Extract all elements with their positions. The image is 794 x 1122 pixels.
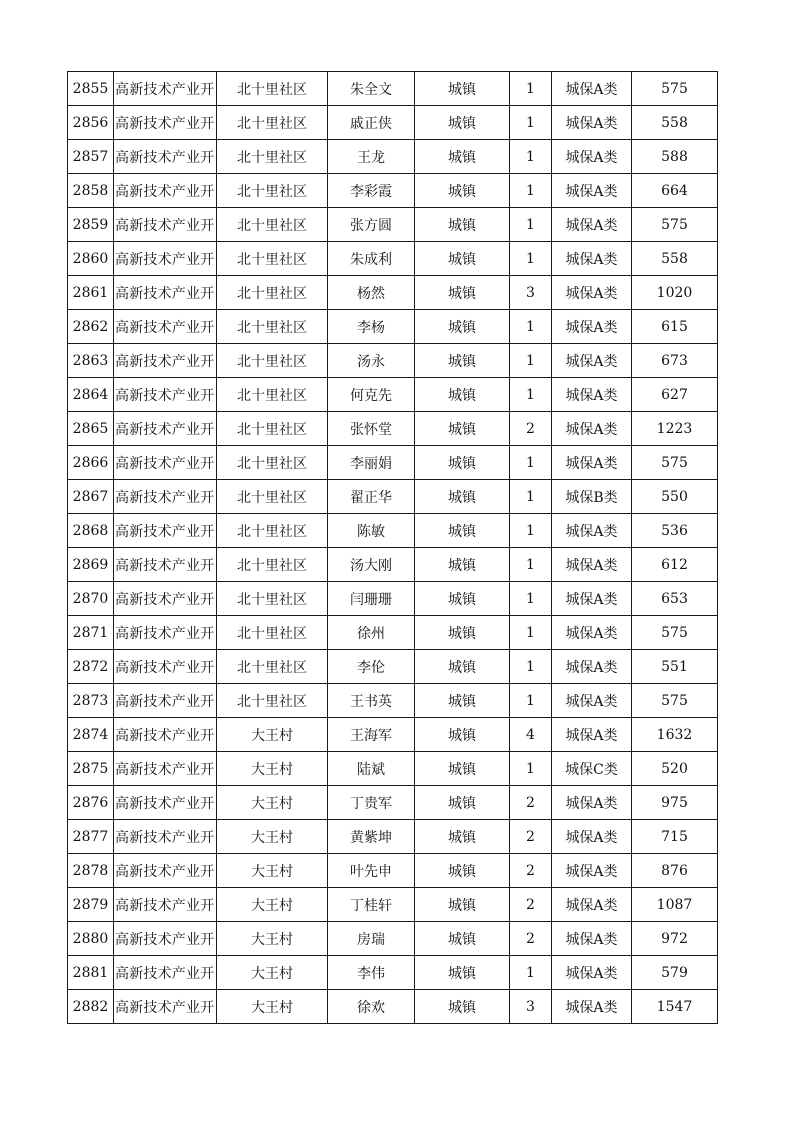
row-number-cell: 2869: [68, 548, 114, 582]
table-row: [68, 650, 718, 684]
household-count-cell: 1: [510, 106, 552, 140]
amount-cell: 972: [632, 922, 718, 956]
row-number-cell: 2882: [68, 990, 114, 1024]
table-row: [68, 242, 718, 276]
assistance-category-cell: 城保A类: [552, 106, 632, 140]
row-number-cell: 2858: [68, 174, 114, 208]
residence-type-cell: 城镇: [415, 480, 510, 514]
amount-cell: 975: [632, 786, 718, 820]
community-cell: 北十里社区: [217, 106, 328, 140]
row-number-cell: 2857: [68, 140, 114, 174]
household-count-cell: 1: [510, 310, 552, 344]
table-row: [68, 752, 718, 786]
residence-type-cell: 城镇: [415, 990, 510, 1024]
amount-cell: 653: [632, 582, 718, 616]
row-number-cell: 2860: [68, 242, 114, 276]
community-cell: 北十里社区: [217, 582, 328, 616]
community-cell: 北十里社区: [217, 548, 328, 582]
assistance-category-cell: 城保A类: [552, 684, 632, 718]
person-name-cell: 张方圆: [328, 208, 415, 242]
household-count-cell: 1: [510, 684, 552, 718]
amount-cell: 664: [632, 174, 718, 208]
person-name-cell: 徐欢: [328, 990, 415, 1024]
assistance-category-cell: 城保A类: [552, 922, 632, 956]
amount-cell: 1087: [632, 888, 718, 922]
person-name-cell: 朱成利: [328, 242, 415, 276]
table-row: [68, 684, 718, 718]
amount-cell: 520: [632, 752, 718, 786]
row-number-cell: 2856: [68, 106, 114, 140]
assistance-category-cell: 城保A类: [552, 140, 632, 174]
row-number-cell: 2875: [68, 752, 114, 786]
community-cell: 北十里社区: [217, 446, 328, 480]
residence-type-cell: 城镇: [415, 72, 510, 106]
assistance-category-cell: 城保A类: [552, 72, 632, 106]
table-row: [68, 208, 718, 242]
household-count-cell: 1: [510, 174, 552, 208]
amount-cell: 550: [632, 480, 718, 514]
amount-cell: 715: [632, 820, 718, 854]
community-cell: 大王村: [217, 786, 328, 820]
row-number-cell: 2865: [68, 412, 114, 446]
organization-cell: 高新技术产业开: [114, 922, 217, 956]
household-count-cell: 1: [510, 548, 552, 582]
household-count-cell: 1: [510, 956, 552, 990]
row-number-cell: 2871: [68, 616, 114, 650]
community-cell: 北十里社区: [217, 174, 328, 208]
assistance-category-cell: 城保A类: [552, 820, 632, 854]
person-name-cell: 王书英: [328, 684, 415, 718]
person-name-cell: 王龙: [328, 140, 415, 174]
table-row: [68, 310, 718, 344]
community-cell: 北十里社区: [217, 480, 328, 514]
residence-type-cell: 城镇: [415, 140, 510, 174]
organization-cell: 高新技术产业开: [114, 72, 217, 106]
person-name-cell: 徐州: [328, 616, 415, 650]
person-name-cell: 何克先: [328, 378, 415, 412]
amount-cell: 612: [632, 548, 718, 582]
amount-cell: 575: [632, 616, 718, 650]
person-name-cell: 汤大刚: [328, 548, 415, 582]
residence-type-cell: 城镇: [415, 582, 510, 616]
amount-cell: 615: [632, 310, 718, 344]
residence-type-cell: 城镇: [415, 922, 510, 956]
household-count-cell: 1: [510, 242, 552, 276]
household-count-cell: 1: [510, 480, 552, 514]
amount-cell: 588: [632, 140, 718, 174]
community-cell: 北十里社区: [217, 344, 328, 378]
community-cell: 北十里社区: [217, 208, 328, 242]
person-name-cell: 李杨: [328, 310, 415, 344]
table-row: [68, 446, 718, 480]
table-row: [68, 582, 718, 616]
table-row: [68, 956, 718, 990]
residence-type-cell: 城镇: [415, 616, 510, 650]
community-cell: 北十里社区: [217, 514, 328, 548]
person-name-cell: 汤永: [328, 344, 415, 378]
amount-cell: 558: [632, 106, 718, 140]
community-cell: 北十里社区: [217, 276, 328, 310]
amount-cell: 536: [632, 514, 718, 548]
organization-cell: 高新技术产业开: [114, 956, 217, 990]
person-name-cell: 陆斌: [328, 752, 415, 786]
assistance-category-cell: 城保A类: [552, 242, 632, 276]
organization-cell: 高新技术产业开: [114, 344, 217, 378]
amount-cell: 673: [632, 344, 718, 378]
community-cell: 北十里社区: [217, 310, 328, 344]
table-row: [68, 344, 718, 378]
organization-cell: 高新技术产业开: [114, 208, 217, 242]
assistance-category-cell: 城保A类: [552, 582, 632, 616]
assistance-category-cell: 城保A类: [552, 786, 632, 820]
household-count-cell: 3: [510, 276, 552, 310]
table-row: [68, 276, 718, 310]
assistance-category-cell: 城保A类: [552, 208, 632, 242]
organization-cell: 高新技术产业开: [114, 276, 217, 310]
row-number-cell: 2877: [68, 820, 114, 854]
residence-type-cell: 城镇: [415, 650, 510, 684]
residence-type-cell: 城镇: [415, 752, 510, 786]
amount-cell: 1020: [632, 276, 718, 310]
amount-cell: 1632: [632, 718, 718, 752]
residence-type-cell: 城镇: [415, 412, 510, 446]
assistance-category-cell: 城保A类: [552, 276, 632, 310]
assistance-category-cell: 城保A类: [552, 854, 632, 888]
organization-cell: 高新技术产业开: [114, 820, 217, 854]
person-name-cell: 王海军: [328, 718, 415, 752]
row-number-cell: 2855: [68, 72, 114, 106]
amount-cell: 575: [632, 208, 718, 242]
table-row: [68, 718, 718, 752]
residence-type-cell: 城镇: [415, 174, 510, 208]
household-count-cell: 1: [510, 344, 552, 378]
organization-cell: 高新技术产业开: [114, 786, 217, 820]
assistance-category-cell: 城保A类: [552, 412, 632, 446]
household-count-cell: 1: [510, 582, 552, 616]
organization-cell: 高新技术产业开: [114, 616, 217, 650]
assistance-category-cell: 城保A类: [552, 310, 632, 344]
community-cell: 大王村: [217, 922, 328, 956]
amount-cell: 575: [632, 72, 718, 106]
assistance-category-cell: 城保C类: [552, 752, 632, 786]
organization-cell: 高新技术产业开: [114, 650, 217, 684]
organization-cell: 高新技术产业开: [114, 854, 217, 888]
organization-cell: 高新技术产业开: [114, 752, 217, 786]
household-count-cell: 2: [510, 854, 552, 888]
community-cell: 北十里社区: [217, 650, 328, 684]
row-number-cell: 2864: [68, 378, 114, 412]
residence-type-cell: 城镇: [415, 208, 510, 242]
residence-type-cell: 城镇: [415, 820, 510, 854]
household-count-cell: 1: [510, 378, 552, 412]
row-number-cell: 2878: [68, 854, 114, 888]
community-cell: 大王村: [217, 990, 328, 1024]
table-row: [68, 616, 718, 650]
assistance-category-cell: 城保B类: [552, 480, 632, 514]
residence-type-cell: 城镇: [415, 514, 510, 548]
community-cell: 北十里社区: [217, 72, 328, 106]
community-cell: 大王村: [217, 854, 328, 888]
table-row: [68, 72, 718, 106]
household-count-cell: 2: [510, 412, 552, 446]
residence-type-cell: 城镇: [415, 310, 510, 344]
table-row: [68, 378, 718, 412]
community-cell: 北十里社区: [217, 616, 328, 650]
assistance-category-cell: 城保A类: [552, 888, 632, 922]
table-row: [68, 140, 718, 174]
assistance-category-cell: 城保A类: [552, 956, 632, 990]
household-count-cell: 1: [510, 514, 552, 548]
amount-cell: 551: [632, 650, 718, 684]
amount-cell: 575: [632, 684, 718, 718]
person-name-cell: 房瑞: [328, 922, 415, 956]
community-cell: 大王村: [217, 820, 328, 854]
organization-cell: 高新技术产业开: [114, 582, 217, 616]
row-number-cell: 2867: [68, 480, 114, 514]
residence-type-cell: 城镇: [415, 854, 510, 888]
person-name-cell: 丁桂轩: [328, 888, 415, 922]
residence-type-cell: 城镇: [415, 684, 510, 718]
household-count-cell: 4: [510, 718, 552, 752]
assistance-category-cell: 城保A类: [552, 514, 632, 548]
household-count-cell: 2: [510, 922, 552, 956]
row-number-cell: 2879: [68, 888, 114, 922]
organization-cell: 高新技术产业开: [114, 378, 217, 412]
table-row: [68, 786, 718, 820]
organization-cell: 高新技术产业开: [114, 480, 217, 514]
household-count-cell: 1: [510, 752, 552, 786]
residence-type-cell: 城镇: [415, 106, 510, 140]
table-row: [68, 412, 718, 446]
row-number-cell: 2873: [68, 684, 114, 718]
organization-cell: 高新技术产业开: [114, 990, 217, 1024]
assistance-category-cell: 城保A类: [552, 378, 632, 412]
household-count-cell: 1: [510, 72, 552, 106]
row-number-cell: 2863: [68, 344, 114, 378]
household-count-cell: 1: [510, 650, 552, 684]
organization-cell: 高新技术产业开: [114, 412, 217, 446]
organization-cell: 高新技术产业开: [114, 514, 217, 548]
household-count-cell: 1: [510, 616, 552, 650]
residence-type-cell: 城镇: [415, 956, 510, 990]
roster-table: [67, 71, 718, 1024]
assistance-category-cell: 城保A类: [552, 650, 632, 684]
amount-cell: 1223: [632, 412, 718, 446]
household-count-cell: 3: [510, 990, 552, 1024]
organization-cell: 高新技术产业开: [114, 310, 217, 344]
row-number-cell: 2880: [68, 922, 114, 956]
household-count-cell: 1: [510, 208, 552, 242]
roster-table-body: [68, 72, 718, 1024]
amount-cell: 579: [632, 956, 718, 990]
household-count-cell: 2: [510, 888, 552, 922]
row-number-cell: 2861: [68, 276, 114, 310]
household-count-cell: 2: [510, 786, 552, 820]
table-row: [68, 480, 718, 514]
table-row: [68, 548, 718, 582]
community-cell: 大王村: [217, 752, 328, 786]
residence-type-cell: 城镇: [415, 276, 510, 310]
row-number-cell: 2874: [68, 718, 114, 752]
person-name-cell: 叶先申: [328, 854, 415, 888]
amount-cell: 1547: [632, 990, 718, 1024]
person-name-cell: 黄紫坤: [328, 820, 415, 854]
assistance-category-cell: 城保A类: [552, 718, 632, 752]
household-count-cell: 2: [510, 820, 552, 854]
community-cell: 大王村: [217, 956, 328, 990]
table-row: [68, 854, 718, 888]
residence-type-cell: 城镇: [415, 718, 510, 752]
table-row: [68, 922, 718, 956]
assistance-category-cell: 城保A类: [552, 344, 632, 378]
table-row: [68, 820, 718, 854]
organization-cell: 高新技术产业开: [114, 446, 217, 480]
row-number-cell: 2868: [68, 514, 114, 548]
community-cell: 大王村: [217, 718, 328, 752]
organization-cell: 高新技术产业开: [114, 684, 217, 718]
residence-type-cell: 城镇: [415, 378, 510, 412]
row-number-cell: 2872: [68, 650, 114, 684]
assistance-category-cell: 城保A类: [552, 446, 632, 480]
row-number-cell: 2876: [68, 786, 114, 820]
organization-cell: 高新技术产业开: [114, 888, 217, 922]
person-name-cell: 张怀堂: [328, 412, 415, 446]
organization-cell: 高新技术产业开: [114, 242, 217, 276]
row-number-cell: 2881: [68, 956, 114, 990]
assistance-category-cell: 城保A类: [552, 174, 632, 208]
table-row: [68, 174, 718, 208]
person-name-cell: 闫珊珊: [328, 582, 415, 616]
amount-cell: 876: [632, 854, 718, 888]
person-name-cell: 杨然: [328, 276, 415, 310]
table-row: [68, 888, 718, 922]
residence-type-cell: 城镇: [415, 344, 510, 378]
assistance-category-cell: 城保A类: [552, 616, 632, 650]
organization-cell: 高新技术产业开: [114, 548, 217, 582]
person-name-cell: 朱全文: [328, 72, 415, 106]
person-name-cell: 李彩霞: [328, 174, 415, 208]
community-cell: 北十里社区: [217, 412, 328, 446]
amount-cell: 575: [632, 446, 718, 480]
community-cell: 北十里社区: [217, 684, 328, 718]
residence-type-cell: 城镇: [415, 786, 510, 820]
organization-cell: 高新技术产业开: [114, 140, 217, 174]
person-name-cell: 李伦: [328, 650, 415, 684]
row-number-cell: 2870: [68, 582, 114, 616]
community-cell: 北十里社区: [217, 140, 328, 174]
residence-type-cell: 城镇: [415, 888, 510, 922]
row-number-cell: 2862: [68, 310, 114, 344]
person-name-cell: 李丽娟: [328, 446, 415, 480]
household-count-cell: 1: [510, 446, 552, 480]
person-name-cell: 陈敏: [328, 514, 415, 548]
community-cell: 北十里社区: [217, 242, 328, 276]
residence-type-cell: 城镇: [415, 242, 510, 276]
assistance-category-cell: 城保A类: [552, 990, 632, 1024]
amount-cell: 627: [632, 378, 718, 412]
table-row: [68, 514, 718, 548]
row-number-cell: 2859: [68, 208, 114, 242]
assistance-category-cell: 城保A类: [552, 548, 632, 582]
residence-type-cell: 城镇: [415, 548, 510, 582]
organization-cell: 高新技术产业开: [114, 718, 217, 752]
community-cell: 大王村: [217, 888, 328, 922]
table-row: [68, 990, 718, 1024]
person-name-cell: 翟正华: [328, 480, 415, 514]
row-number-cell: 2866: [68, 446, 114, 480]
person-name-cell: 戚正侠: [328, 106, 415, 140]
organization-cell: 高新技术产业开: [114, 174, 217, 208]
amount-cell: 558: [632, 242, 718, 276]
organization-cell: 高新技术产业开: [114, 106, 217, 140]
residence-type-cell: 城镇: [415, 446, 510, 480]
table-row: [68, 106, 718, 140]
person-name-cell: 李伟: [328, 956, 415, 990]
community-cell: 北十里社区: [217, 378, 328, 412]
household-count-cell: 1: [510, 140, 552, 174]
person-name-cell: 丁贵军: [328, 786, 415, 820]
